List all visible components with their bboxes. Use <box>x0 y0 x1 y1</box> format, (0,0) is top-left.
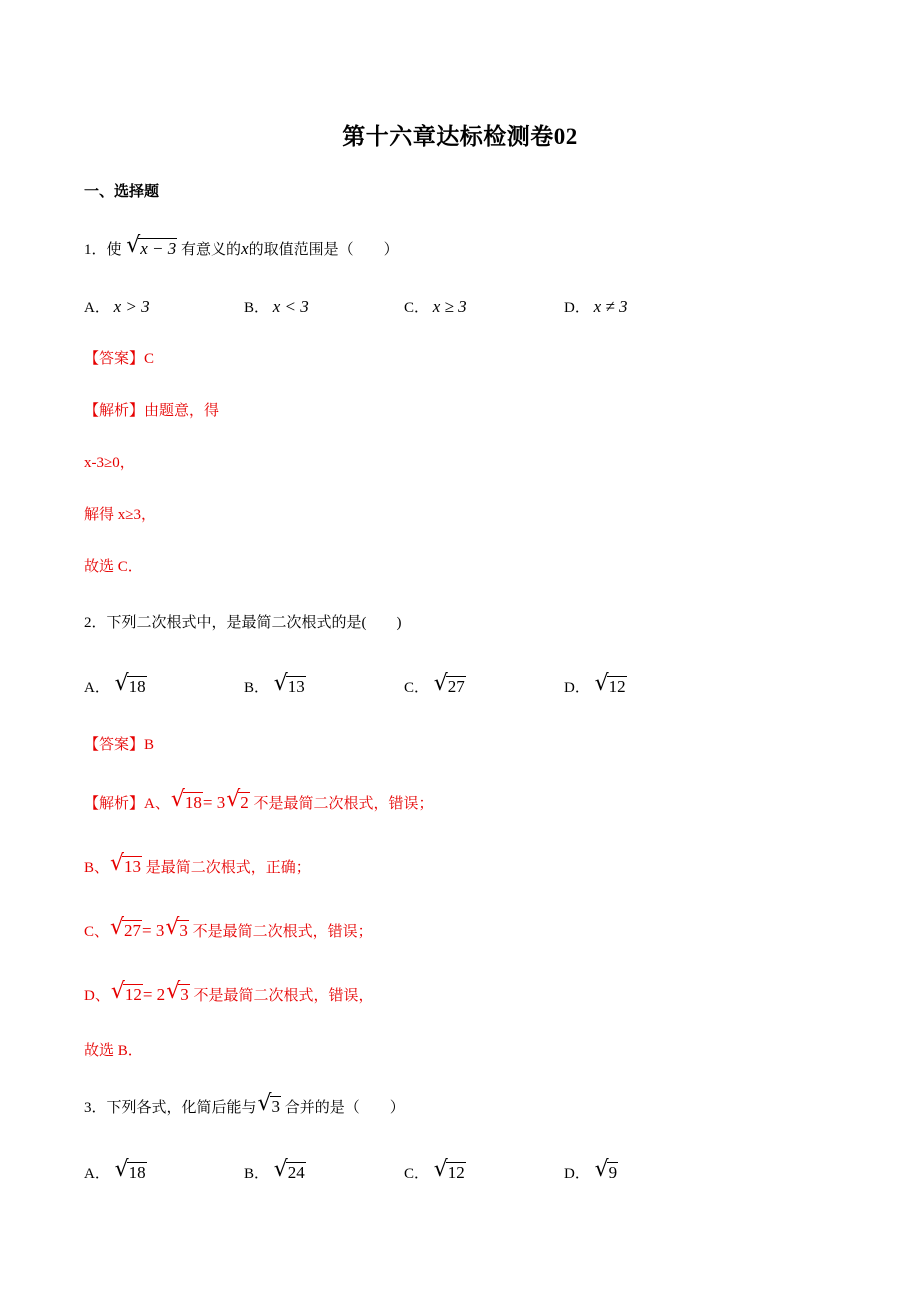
q1-option-b: B． x < 3 <box>244 297 309 316</box>
q1-step-1: x-3≥0， <box>84 455 135 471</box>
question-3-stem: 3．下列各式，化简后能与 √ 3 合并的是（ ） <box>84 1091 405 1116</box>
q3-option-c: C． √ 12 <box>404 1157 465 1182</box>
question-1-stem <box>84 233 399 261</box>
q1-option-a: A． x > 3 <box>84 297 150 316</box>
q2-option-b: B． √ 13 <box>244 671 305 696</box>
q2-conclusion: 故选 B． <box>84 1043 143 1059</box>
q2-analysis-a: 【解析】A、 √ 18= 3 √ 2 不是最简二次根式，错误； <box>84 787 434 812</box>
q2-option-d: D． √ 12 <box>564 671 626 696</box>
q1-tail: 的取值范围是（ <box>248 242 354 258</box>
q1-answer: 【答案】C <box>84 351 155 367</box>
q1-close: ） <box>383 242 399 258</box>
radical-sign-icon: √ <box>126 233 141 258</box>
q1-radical <box>126 233 177 261</box>
q3-option-a: A． √ 18 <box>84 1157 146 1182</box>
q2-analysis-b: B、 √ 13 是最简二次根式，正确； <box>84 851 311 876</box>
section-heading: 一、选择题 <box>84 184 160 200</box>
document-title: 第十六章达标检测卷02 <box>342 124 578 149</box>
q2-option-a: A． √ 18 <box>84 671 146 696</box>
question-2-stem: 2．下列二次根式中，是最简二次根式的是( ) <box>84 615 402 631</box>
q1-number: 1．使 <box>84 242 122 258</box>
q1-option-c-expr: x ≥ 3 <box>432 297 467 316</box>
q1-option-c: C． x ≥ 3 <box>404 297 467 316</box>
q1-step-2: 解得 x≥3， <box>84 507 156 523</box>
q2-option-c: C． √ 27 <box>404 671 465 696</box>
q1-mid: 有意义的 <box>181 242 242 258</box>
q1-option-d-expr: x ≠ 3 <box>593 297 628 316</box>
q3-option-b: B． √ 24 <box>244 1157 305 1182</box>
q1-var: x <box>241 239 249 258</box>
q1-option-a-expr: x > 3 <box>113 297 150 316</box>
q2-analysis-c: C、 √ 27= 3 √ 3 不是最简二次根式，错误； <box>84 915 373 940</box>
q1-step-3: 故选 C． <box>84 559 143 575</box>
q2-answer: 【答案】B <box>84 737 155 753</box>
q3-option-d: D． √ 9 <box>564 1157 618 1182</box>
q1-radicand: x − 3 <box>140 239 177 258</box>
q1-option-d: D． x ≠ 3 <box>564 297 628 316</box>
q1-analysis: 【解析】由题意，得 <box>84 403 220 419</box>
q1-option-b-expr: x < 3 <box>272 297 309 316</box>
q2-analysis-d: D、 √ 12= 2 √ 3 不是最简二次根式，错误， <box>84 979 374 1004</box>
